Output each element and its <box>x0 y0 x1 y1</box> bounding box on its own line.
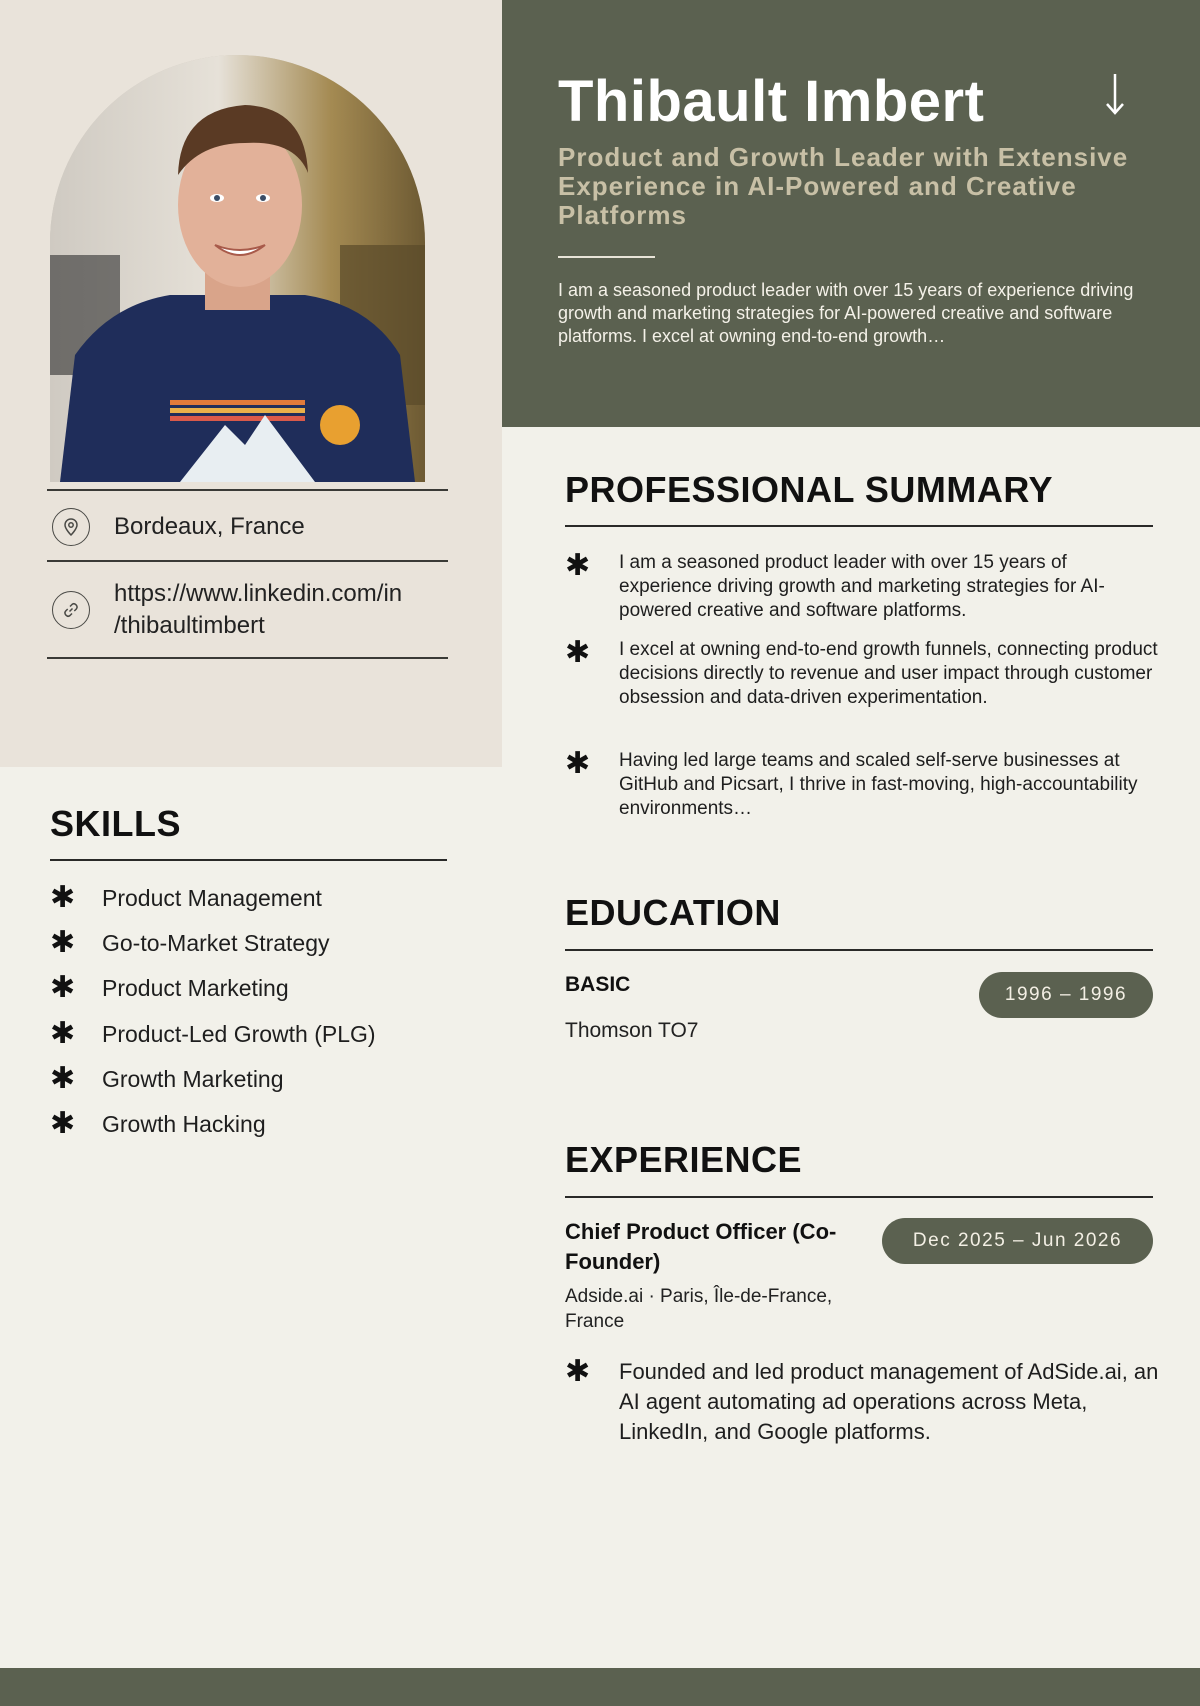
summary-bullet-text: I excel at owning end-to-end growth funnels, connecting product decisions directly to revenue and user impact through customer obsession and data-driven experimentation. <box>619 639 1158 708</box>
education-degree: BASIC <box>565 973 631 996</box>
location-text: Bordeaux, France <box>114 512 305 540</box>
summary-bullet-text: I am a seasoned product leader with over 15 years of experience driving growth and marketing strategies for AI-powered creative and software platforms. <box>619 552 1105 621</box>
skills-divider <box>50 859 447 861</box>
arrow-down-icon[interactable] <box>1103 72 1127 116</box>
linkedin-url-part-1: https://www.linkedin.com/in <box>114 579 403 607</box>
skill-label: Product-Led Growth (PLG) <box>102 1021 376 1047</box>
skill-label: Product Marketing <box>102 975 289 1001</box>
summary-divider <box>565 525 1153 527</box>
linkedin-url-part-2: /thibaultimbert <box>114 611 265 639</box>
asterisk-icon: ✱ <box>50 881 76 914</box>
linkedin-link[interactable] <box>114 578 402 642</box>
experience-title: EXPERIENCE <box>565 1139 803 1180</box>
asterisk-icon: ✱ <box>565 1355 591 1388</box>
profile-photo <box>50 55 425 482</box>
skills-title: SKILLS <box>50 803 182 844</box>
headline: Product and Growth Leader with Extensive Experience in AI-Powered and Creative Platforms <box>558 142 1129 230</box>
header-divider <box>558 256 655 258</box>
asterisk-icon: ✱ <box>50 926 76 959</box>
footer-bar <box>0 1668 1200 1706</box>
asterisk-icon: ✱ <box>50 971 76 1004</box>
candidate-name: Thibault Imbert <box>558 69 985 134</box>
job-company: Adside.ai · Paris, Île-de-France, France <box>565 1286 833 1332</box>
asterisk-icon: ✱ <box>565 636 591 669</box>
intro-text: I am a seasoned product leader with over 15 years of experience driving growth and marketing strategies for AI-powered creative and software platforms. I excel at owning end-to-end growth… <box>558 280 1134 346</box>
location-row <box>47 489 448 562</box>
skill-label: Product Management <box>102 885 322 911</box>
summary-title: PROFESSIONAL SUMMARY <box>565 469 1054 510</box>
link-icon <box>52 591 90 629</box>
experience-bullet-text: Founded and led product management of AdSide.ai, an AI agent automating ad operations across Meta, LinkedIn, and Google platforms. <box>619 1359 1159 1444</box>
skill-item <box>50 883 322 913</box>
education-school: Thomson TO7 <box>565 1019 699 1042</box>
education-divider <box>565 949 1153 951</box>
summary-bullet-text: Having led large teams and scaled self-serve businesses at GitHub and Picsart, I thrive in fast-moving, high-accountability environments… <box>619 750 1138 819</box>
education-title: EDUCATION <box>565 892 781 933</box>
location-pin-icon <box>52 508 90 546</box>
summary-bullet <box>565 551 1160 623</box>
experience-bullet <box>565 1357 1160 1447</box>
skill-label: Growth Hacking <box>102 1111 266 1137</box>
asterisk-icon: ✱ <box>565 747 591 780</box>
skill-item <box>50 1109 266 1139</box>
skill-label: Go-to-Market Strategy <box>102 930 330 956</box>
job-dates-badge: Dec 2025 – Jun 2026 <box>882 1218 1153 1264</box>
job-title: Chief Product Officer (Co-Founder) <box>565 1219 837 1274</box>
summary-bullet <box>565 749 1160 821</box>
skill-item <box>50 1064 284 1094</box>
skill-item <box>50 973 289 1003</box>
linkedin-row[interactable] <box>47 560 448 659</box>
asterisk-icon: ✱ <box>50 1107 76 1140</box>
asterisk-icon: ✱ <box>50 1062 76 1095</box>
summary-bullet <box>565 638 1160 710</box>
asterisk-icon: ✱ <box>565 549 591 582</box>
experience-divider <box>565 1196 1153 1198</box>
skill-label: Growth Marketing <box>102 1066 284 1092</box>
skill-item <box>50 928 330 958</box>
asterisk-icon: ✱ <box>50 1017 76 1050</box>
education-dates-badge: 1996 – 1996 <box>979 972 1153 1018</box>
skill-item <box>50 1019 376 1049</box>
